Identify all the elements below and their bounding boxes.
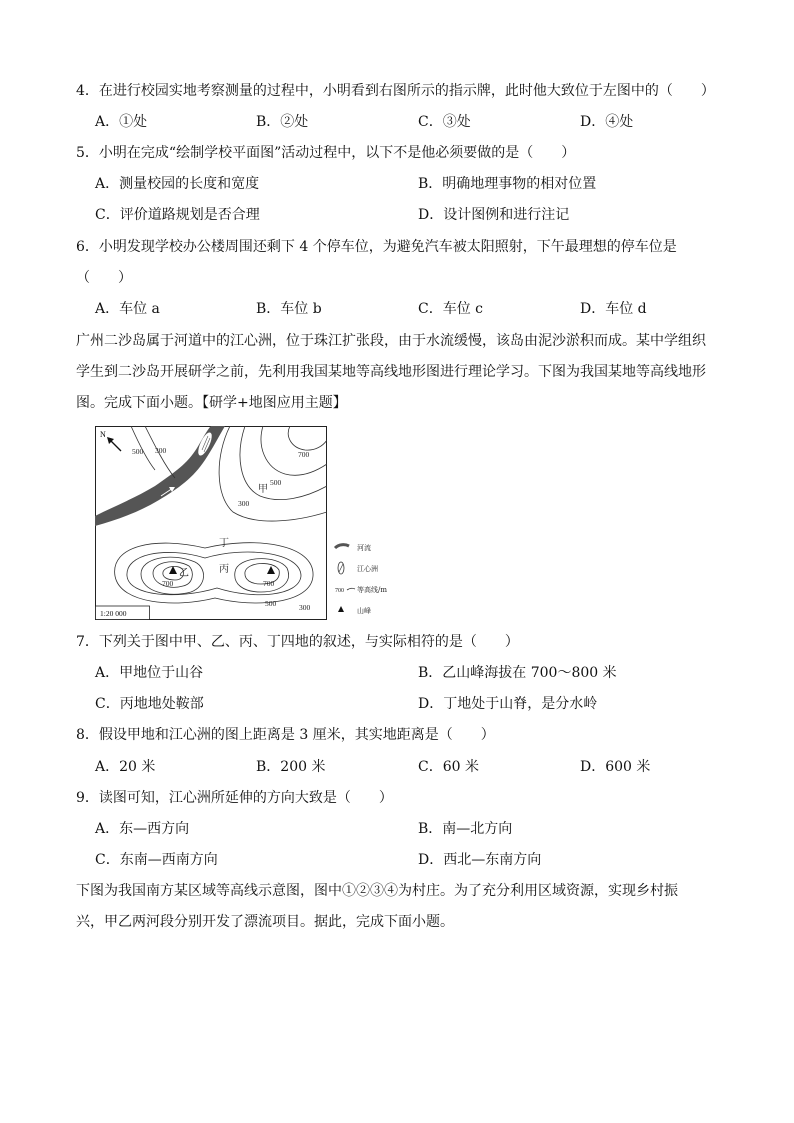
contour-label: 300 xyxy=(299,603,311,612)
passage-line-3: 图。完成下面小题。【研学+地图应用主题】 xyxy=(76,395,347,411)
legend-river-label: 河流 xyxy=(357,544,371,552)
legend-island-label: 江心洲 xyxy=(357,565,378,573)
q6-stem-bracket: （ ） xyxy=(76,270,132,286)
contour-label: 500 xyxy=(270,478,282,487)
q7-stem: 7．下列关于图中甲、乙、丙、丁四地的叙述，与实际相符的是（ ） xyxy=(76,634,519,650)
passage-line-2: 学生到二沙岛开展研学之前，先利用我国某地等高线地形图进行理论学习。下图为我国某地等高线地形 xyxy=(76,364,706,380)
contour-label: 700 xyxy=(298,450,310,459)
place-label-yi: 乙 xyxy=(179,568,189,579)
q5-stem: 5．小明在完成“绘制学校平面图”活动过程中，以下不是他必须要做的是（ ） xyxy=(76,145,576,161)
q6-option-b[interactable]: B．车位 b xyxy=(256,301,322,317)
q8-option-d[interactable]: D．600 米 xyxy=(580,759,651,775)
q5-option-b[interactable]: B．明确地理事物的相对位置 xyxy=(418,176,597,192)
q6-option-d[interactable]: D．车位 d xyxy=(580,301,647,317)
contour-label: 700 xyxy=(162,579,174,588)
contour-label: 300 xyxy=(155,446,167,455)
passage-line-1: 广州二沙岛属于河道中的江心洲，位于珠江扩张段，由于水流缓慢，该岛由泥沙淤积而成。某中学组织 xyxy=(76,333,706,349)
q5-option-a[interactable]: A．测量校园的长度和宽度 xyxy=(95,176,260,192)
q8-stem: 8．假设甲地和江心洲的图上距离是 3 厘米，其实地距离是（ ） xyxy=(76,727,495,743)
q8-option-a[interactable]: A．20 米 xyxy=(95,759,156,775)
place-label-bing: 丙 xyxy=(219,564,229,575)
place-label-ding: 丁 xyxy=(219,538,229,549)
contour-label: 300 xyxy=(238,499,250,508)
q9-option-d[interactable]: D．西北—东南方向 xyxy=(418,852,542,868)
q4-option-c[interactable]: C．③处 xyxy=(418,114,471,130)
north-label: N xyxy=(100,430,106,439)
q9-stem: 9．读图可知，江心洲所延伸的方向大致是（ ） xyxy=(76,790,393,806)
scale-label: 1:20 000 xyxy=(100,609,127,618)
q9-option-c[interactable]: C．东南—西南方向 xyxy=(95,852,218,868)
legend-contour-icon xyxy=(347,588,355,590)
q7-option-b[interactable]: B．乙山峰海拔在 700～800 米 xyxy=(418,665,617,681)
legend-contour-label: 等高线/m xyxy=(357,586,387,594)
q5-option-d[interactable]: D．设计图例和进行注记 xyxy=(418,207,570,223)
q8-option-c[interactable]: C．60 米 xyxy=(418,759,479,775)
legend-peak-icon xyxy=(338,606,344,612)
q7-option-c[interactable]: C．丙地地处鞍部 xyxy=(95,696,204,712)
legend-contour-sample: 700 xyxy=(335,588,344,594)
q6-option-a[interactable]: A．车位 a xyxy=(95,301,160,317)
q9-option-b[interactable]: B．南—北方向 xyxy=(418,821,513,837)
q6-stem: 6．小明发现学校办公楼周围还剩下 4 个停车位，为避免汽车被太阳照射，下午最理想的停车位是 xyxy=(76,239,677,255)
place-label-jia: 甲 xyxy=(258,484,268,495)
map-frame xyxy=(96,427,327,620)
legend-peak-label: 山峰 xyxy=(357,607,371,615)
q6-option-c[interactable]: C．车位 c xyxy=(418,301,484,317)
contour-label: 700 xyxy=(263,579,275,588)
contour-label: 500 xyxy=(132,447,144,456)
legend-river-icon xyxy=(335,545,349,548)
q9-option-a[interactable]: A．东—西方向 xyxy=(95,821,190,837)
q4-option-a[interactable]: A．①处 xyxy=(95,114,148,130)
q7-option-a[interactable]: A．甲地位于山谷 xyxy=(95,665,204,681)
map-legend xyxy=(333,540,393,620)
q8-option-b[interactable]: B．200 米 xyxy=(256,759,326,775)
q4-stem: 4．在进行校园实地考察测量的过程中，小明看到右图所示的指示牌，此时他大致位于左图中的（ ） xyxy=(76,83,715,99)
q7-option-d[interactable]: D．丁地处于山脊，是分水岭 xyxy=(418,696,598,712)
passage2-line-2: 兴，甲乙两河段分别开发了漂流项目。据此，完成下面小题。 xyxy=(76,914,454,930)
q5-option-c[interactable]: C．评价道路规划是否合理 xyxy=(95,207,260,223)
q4-option-b[interactable]: B．②处 xyxy=(256,114,309,130)
q4-option-d[interactable]: D．④处 xyxy=(580,114,634,130)
contour-map xyxy=(95,426,327,620)
contour-label: 500 xyxy=(265,599,277,608)
passage2-line-1: 下图为我国南方某区域等高线示意图，图中①②③④为村庄。为了充分利用区域资源，实现乡村振 xyxy=(76,883,678,899)
